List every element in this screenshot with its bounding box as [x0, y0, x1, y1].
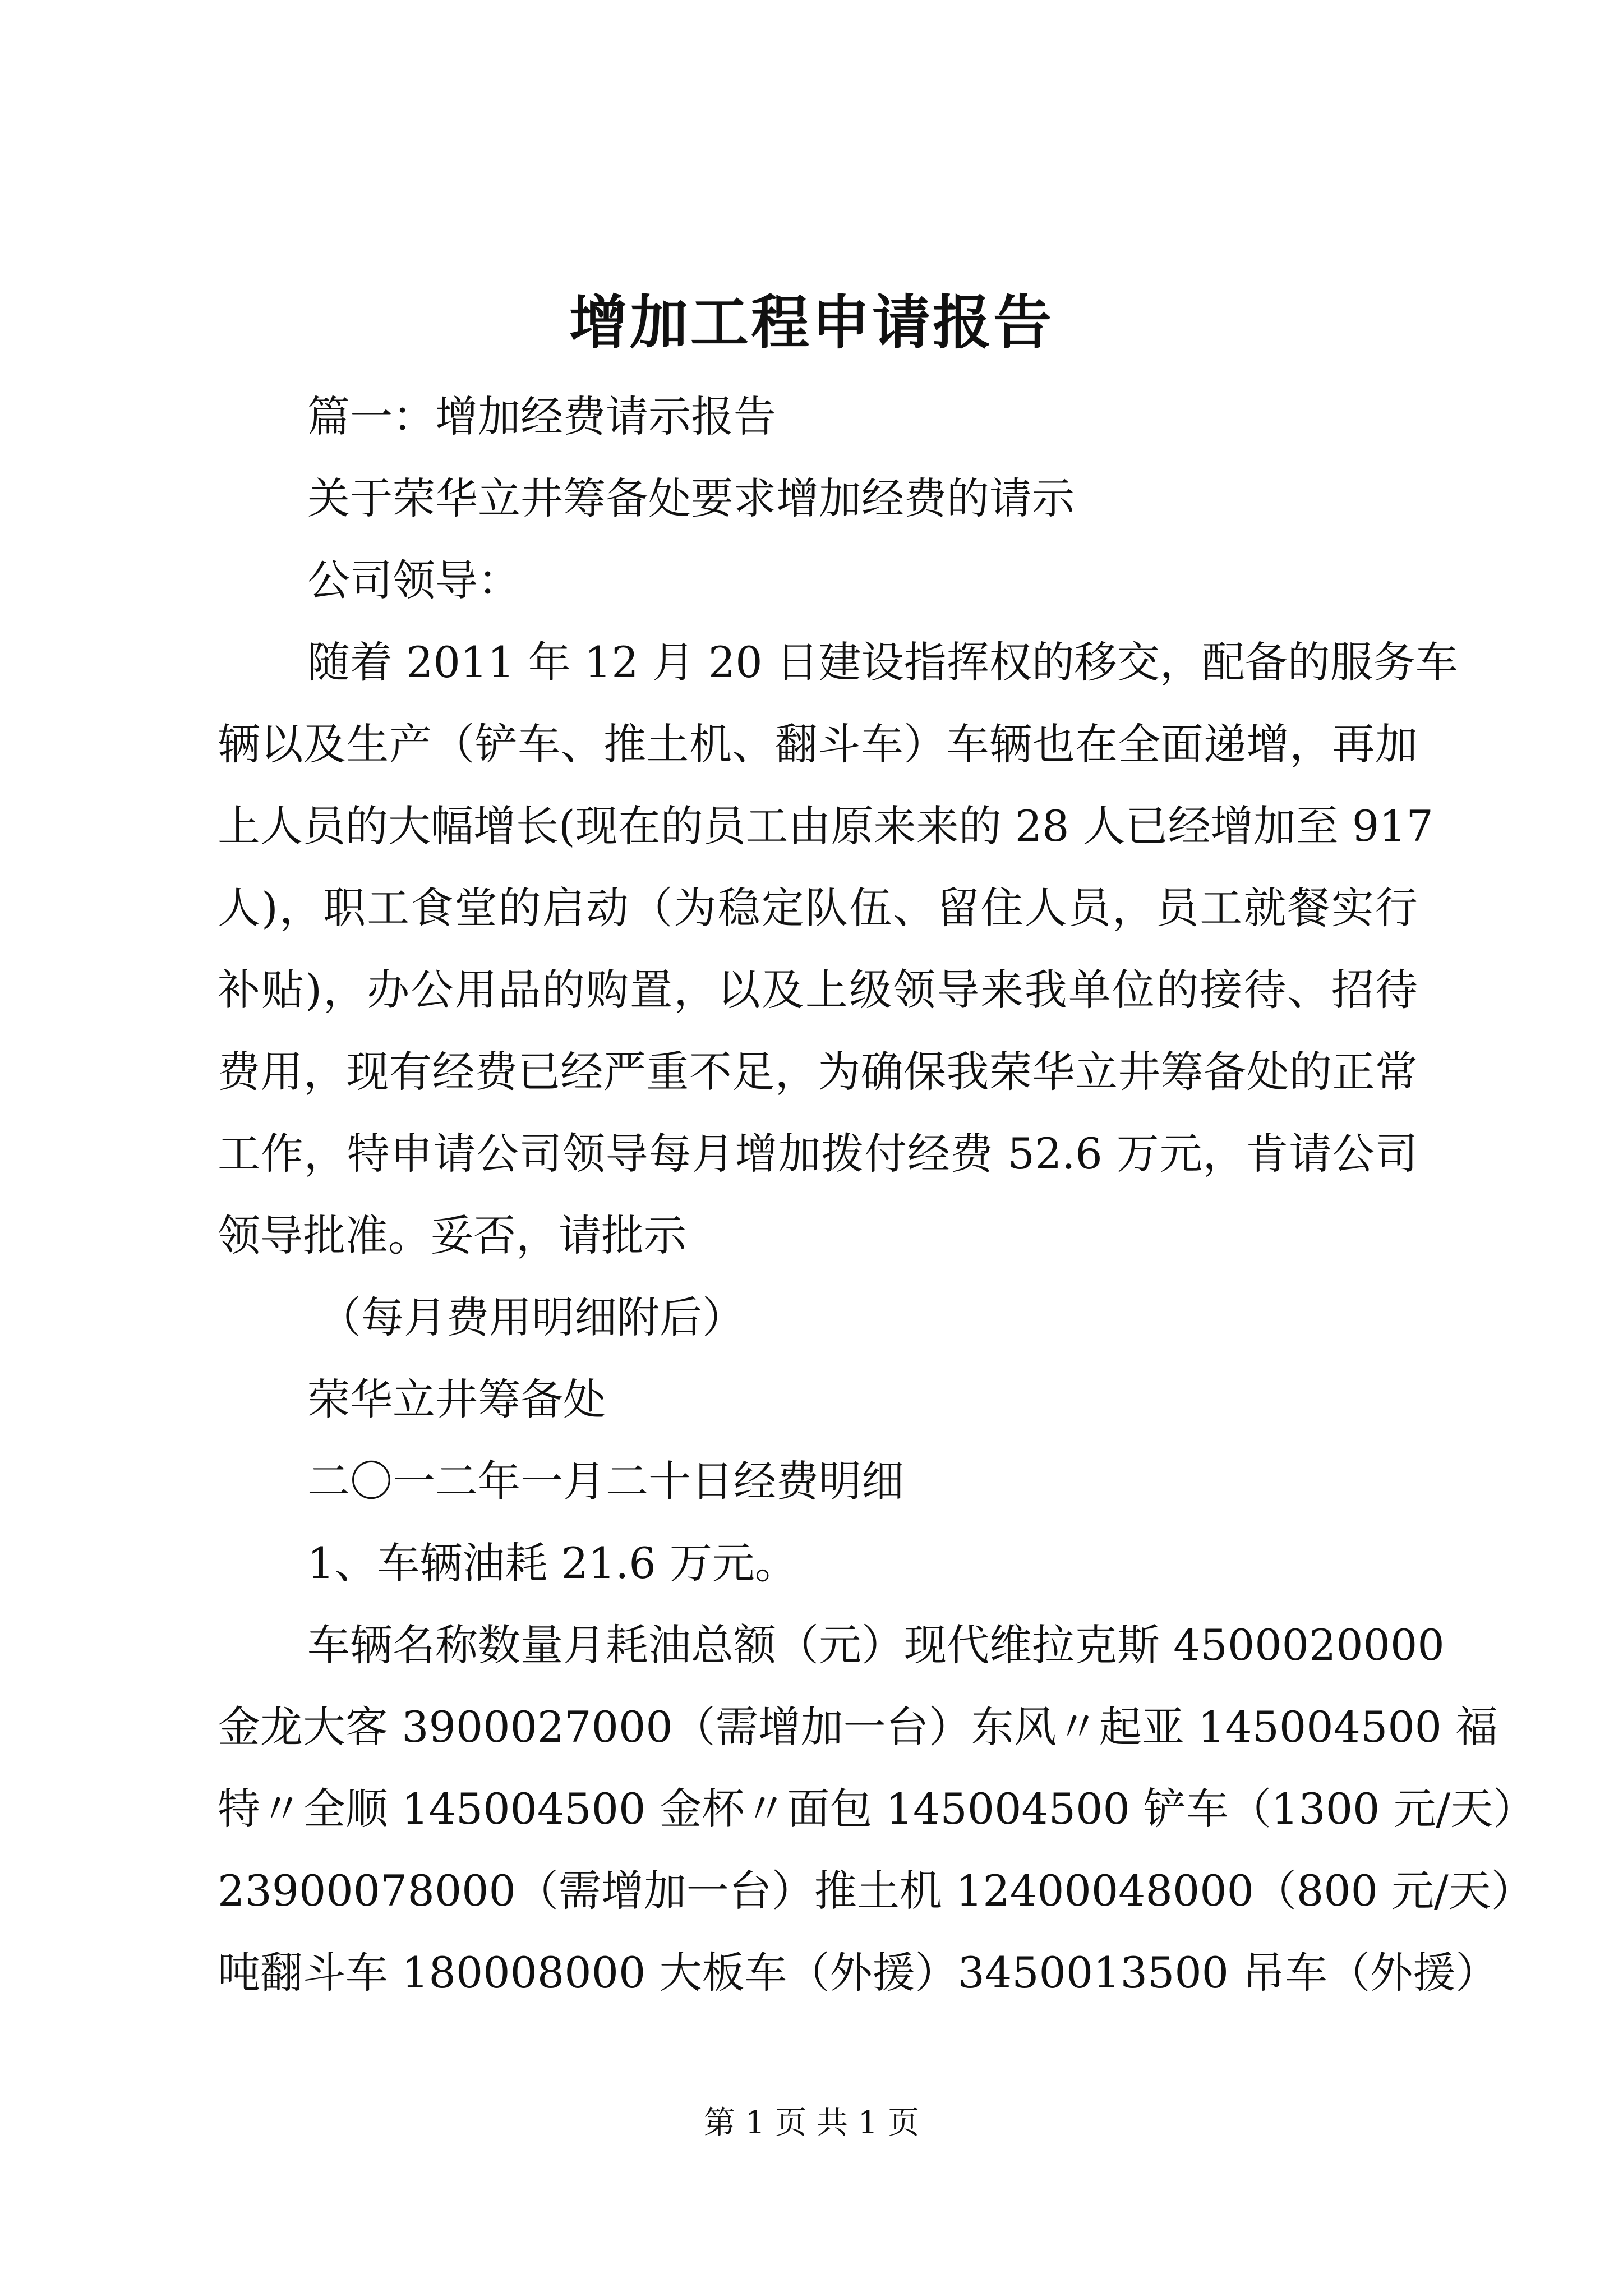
document-body [218, 376, 1536, 2014]
expense-detail-line: 车辆名称数量月耗油总额（元）现代维拉克斯 4500020000 [307, 1620, 1445, 1670]
attachment-note: （每月费用明细附后） [319, 1292, 745, 1342]
expense-detail-line: 吨翻斗车 180008000 大板车（外援）3450013500 吊车（外援） [218, 1948, 1498, 1998]
body-text-line: 人)，职工食堂的启动（为稳定队伍、留住人员，员工就餐实行 [218, 883, 1418, 933]
signature-date: 二〇一二年一月二十日经费明细 [307, 1456, 904, 1506]
body-text-line: 补贴)，办公用品的购置，以及上级领导来我单位的接待、招待 [218, 965, 1418, 1015]
body-text-line: 随着 2011 年 12 月 20 日建设指挥权的移交，配备的服务车 [307, 637, 1458, 687]
body-text-line: 上人员的大幅增长(现在的员工由原来来的 28 人已经增加至 917 [218, 801, 1433, 851]
expense-detail-line: 金龙大客 3900027000（需增加一台）东风〃起亚 145004500 福 [218, 1702, 1498, 1752]
section-heading: 篇一：增加经费请示报告 [307, 392, 776, 441]
expense-detail-line: 特〃全顺 145004500 金杯〃面包 145004500 铲车（1300 元/天） [218, 1784, 1536, 1834]
signature-org: 荣华立井筹备处 [307, 1374, 606, 1424]
request-subject: 关于荣华立井筹备处要求增加经费的请示 [307, 473, 1075, 523]
salutation: 公司领导： [307, 555, 520, 605]
body-text-line: 费用，现有经费已经严重不足，为确保我荣华立井筹备处的正常 [218, 1047, 1418, 1097]
body-text-line: 领导批准。妥否，请批示 [218, 1211, 686, 1260]
body-text-line: 工作，特申请公司领导每月增加拨付经费 52.6 万元，肯请公司 [218, 1129, 1418, 1179]
page-footer: 第 1 页 共 1 页 [703, 2105, 920, 2141]
body-text-line: 辆以及生产（铲车、推土机、翻斗车）车辆也在全面递增，再加 [218, 719, 1418, 769]
expense-item-heading: 1、车辆油耗 21.6 万元。 [307, 1538, 797, 1588]
document-title: 增加工程申请报告 [569, 288, 1054, 357]
expense-detail-line: 23900078000（需增加一台）推土机 12400048000（800 元/天） [218, 1866, 1534, 1916]
